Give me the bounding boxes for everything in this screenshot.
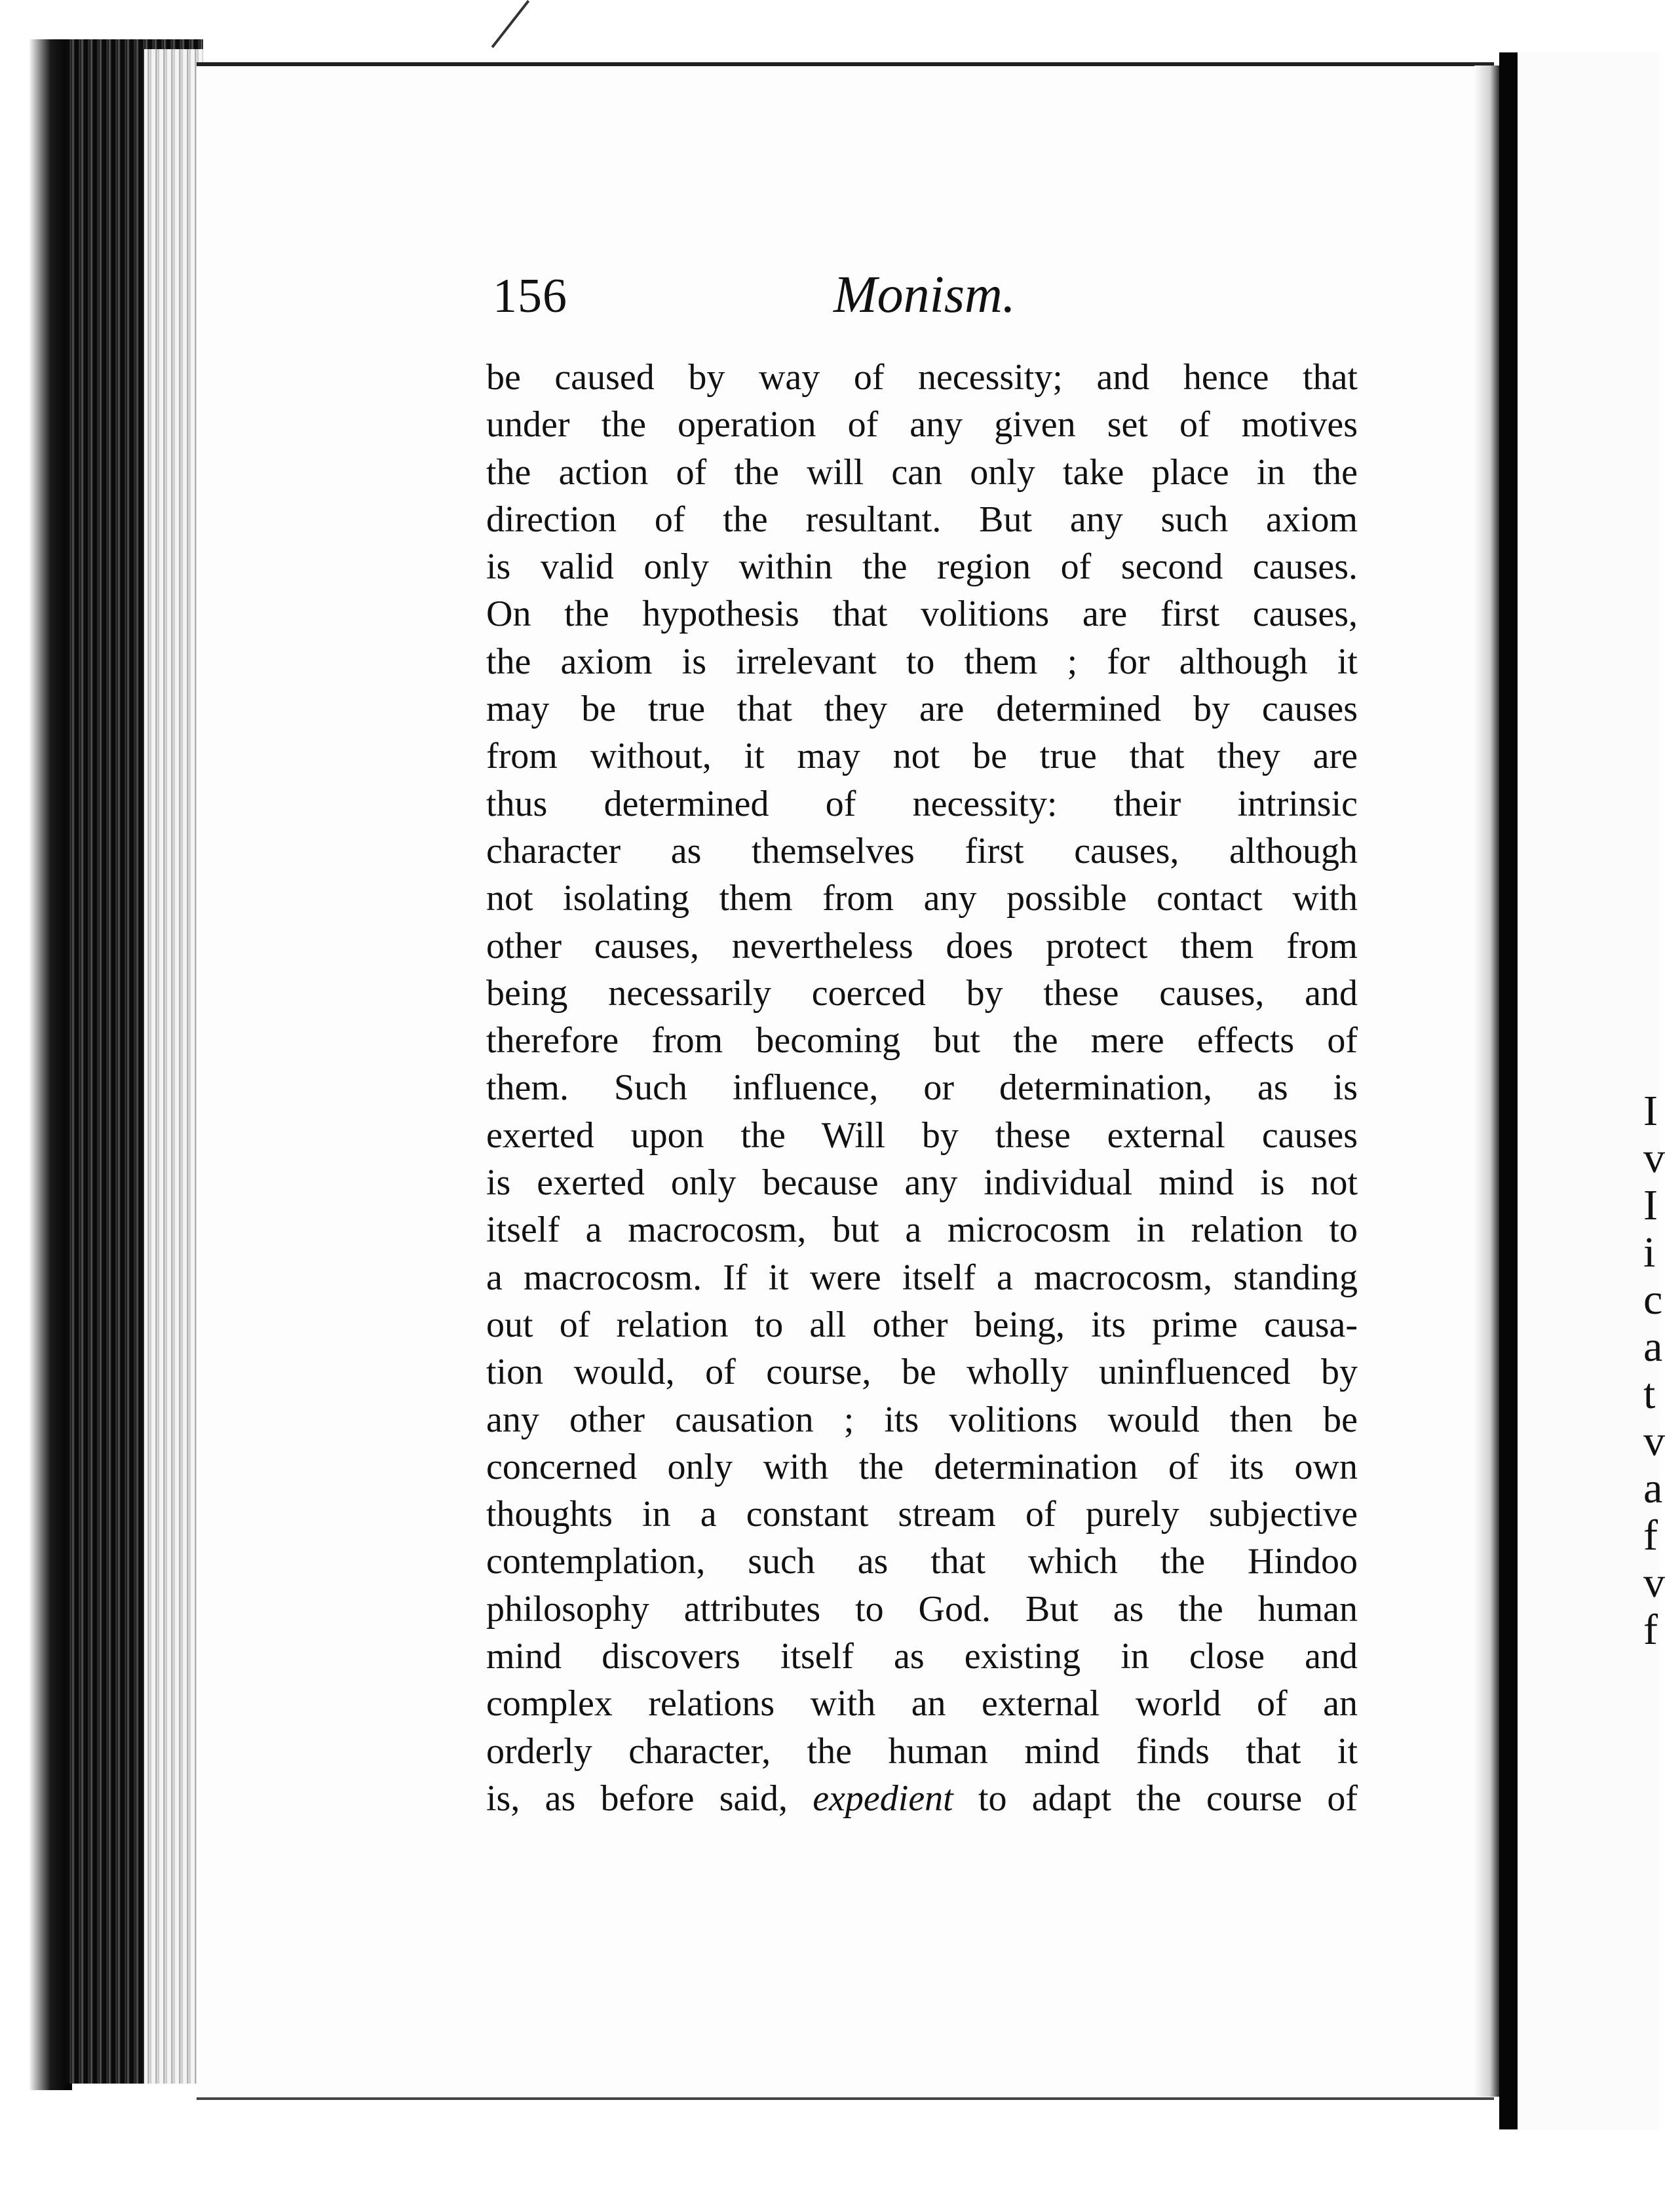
text-line: is valid only within the region of second causes. <box>486 546 1358 588</box>
text-line: character as themselves first causes, although <box>486 830 1358 871</box>
text-line: concerned only with the determination of its own <box>486 1446 1358 1487</box>
text-line: thoughts in a constant stream of purely subjective <box>486 1494 1358 1535</box>
facing-page-text-fragments: I v I i c a t v a f v f <box>1643 1087 1665 1654</box>
text-line: orderly character, the human mind finds that it <box>486 1730 1358 1772</box>
text-line: under the operation of any given set of motives <box>486 404 1358 446</box>
text-line: the axiom is irrelevant to them ; for although it <box>486 641 1358 682</box>
italic-emphasis: expedient <box>813 1778 953 1819</box>
text-line: is exerted only because any individual mind is not <box>486 1162 1358 1204</box>
text-line: direction of the resultant. But any such axiom <box>486 499 1358 540</box>
page-shadow <box>1474 66 1501 2097</box>
book-page-edges-light <box>144 49 203 2084</box>
text-line: thus determined of necessity: their intrinsic <box>486 783 1358 824</box>
page-number: 156 <box>493 269 567 323</box>
text-segment: is, as before said, <box>486 1778 813 1819</box>
text-line: not isolating them from any possible contact with <box>486 878 1358 919</box>
book-spine-shadow <box>0 39 72 2090</box>
text-line: being necessarily coerced by these causes, and <box>486 972 1358 1014</box>
text-line: from without, it may not be true that they are <box>486 736 1358 777</box>
text-line: On the hypothesis that volitions are first causes, <box>486 594 1358 635</box>
text-line: complex relations with an external world of an <box>486 1683 1358 1725</box>
text-line: exerted upon the Will by these external causes <box>486 1115 1358 1156</box>
book-gutter <box>1499 52 1518 2129</box>
body-text <box>486 354 1358 1822</box>
text-segment: to adapt the course of <box>953 1778 1358 1819</box>
running-title: Monism. <box>833 266 1016 324</box>
text-line: tion would, of course, be wholly uninfluenced by <box>486 1352 1358 1393</box>
text-line: other causes, nevertheless does protect them from <box>486 925 1358 966</box>
text-line: itself a macrocosm, but a microcosm in relation to <box>486 1210 1358 1251</box>
facing-page <box>1518 52 1665 2129</box>
text-line: mind discovers itself as existing in close and <box>486 1636 1358 1677</box>
text-line: a macrocosm. If it were itself a macrocosm, standing <box>486 1257 1358 1298</box>
scan-background-bottom <box>0 2169 1659 2212</box>
text-line: out of relation to all other being, its prime causa- <box>486 1304 1358 1345</box>
text-line: them. Such influence, or determination, as is <box>486 1067 1358 1109</box>
text-line: be caused by way of necessity; and hence that <box>486 357 1358 398</box>
text-line: therefore from becoming but the mere effects of <box>486 1020 1358 1061</box>
text-line: the action of the will can only take place in the <box>486 451 1358 493</box>
text-line-last <box>486 1775 1358 1822</box>
text-line: philosophy attributes to God. But as the human <box>486 1588 1358 1630</box>
scan-background-top <box>0 0 1659 59</box>
text-line: contemplation, such as that which the Hindoo <box>486 1541 1358 1582</box>
text-line: may be true that they are determined by causes <box>486 689 1358 730</box>
text-line: any other causation ; its volitions would then be <box>486 1399 1358 1440</box>
